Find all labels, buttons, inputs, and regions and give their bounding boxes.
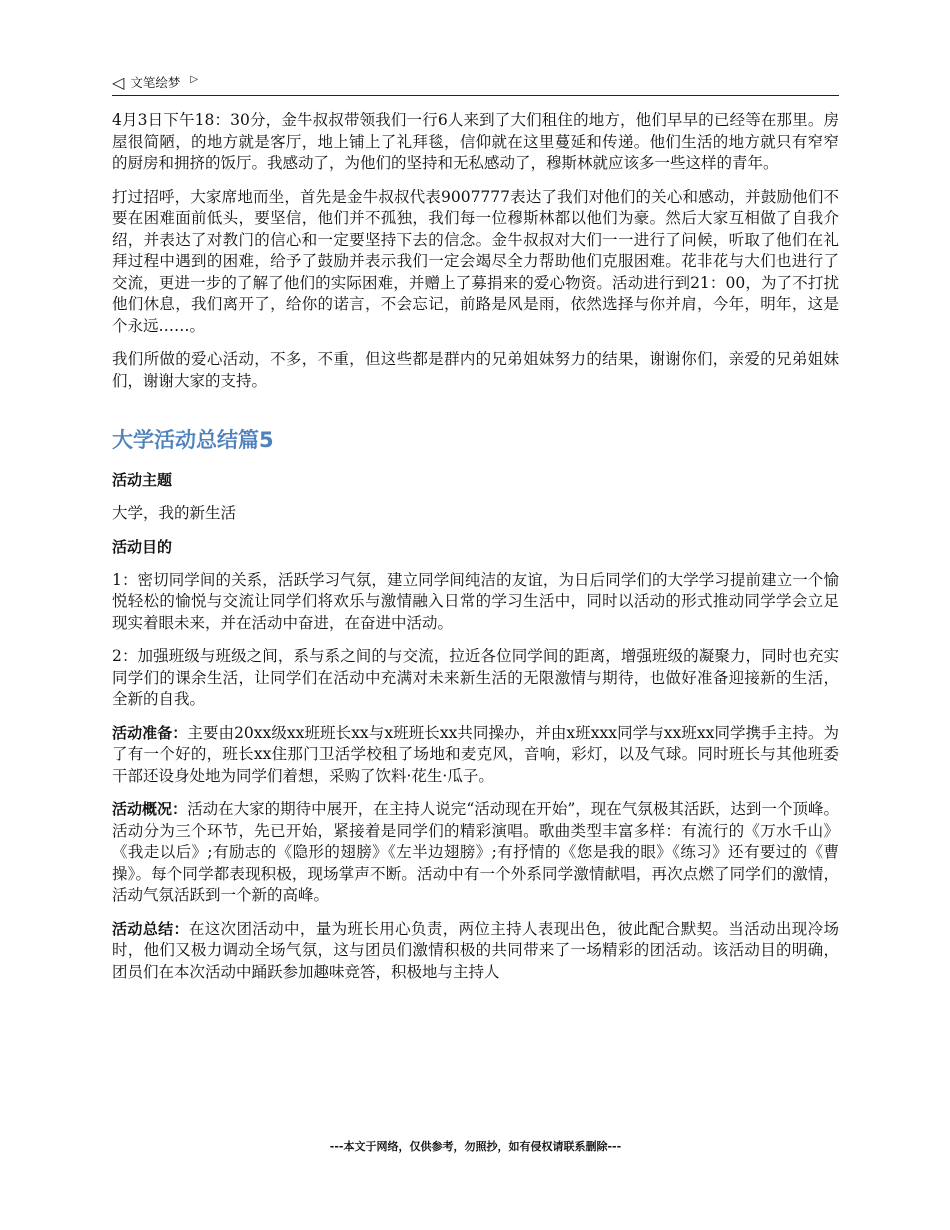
- document-page: [112, 0, 839, 1230]
- triangle-left-icon: ◁: [112, 72, 125, 92]
- summary-label: 活动总结：: [112, 919, 189, 938]
- preparation-paragraph: [112, 723, 839, 788]
- page-footer: ---本文于网络，仅供参考，勿照抄，如有侵权请联系删除---: [329, 1140, 622, 1153]
- document-body: [112, 110, 839, 995]
- paragraph-greeting: 打过招呼，大家席地而坐，首先是金牛叔叔代表9007777表达了我们对他们的关心和感动，并鼓励他们不要在困难面前低头，要坚信，他们并不孤独，我们每一位穆斯林都以他们为豪。然后大家互相做了自我介绍，并表达了对教门的信心和一定要坚持下去的信念。金牛叔叔对大们一一进行了问候，听取了他们在礼拜过程中遇到的困难，给予了鼓励并表示我们一定会竭尽全力帮助他们克服困难。花非花与大们也进行了交流，更进一步的了解了他们的实际困难，并赠上了募捐来的爱心物资。活动进行到21：00，为了不打扰他们休息，我们离开了，给你的诺言，不会忘记，前路是风是雨，依然选择与你并肩，今年，明年，这是个永远……。: [112, 187, 839, 335]
- purpose-item-2: 2：加强班级与班级之间，系与系之间的与交流，拉近各位同学间的距离，增强班级的凝聚力，同时也充实同学们的课余生活，让同学们在活动中充满对未来新生活的无限激情与期待，也做好准备迎接新的生活，全新的自我。: [112, 647, 839, 708]
- page-header: [112, 72, 839, 96]
- paragraph-visit: 4月3日下午18：30分，金牛叔叔带领我们一行6人来到了大们租住的地方，他们早早的已经等在那里。房屋很简陋，的地方就是客厅，地上铺上了礼拜毯，信仰就在这里蔓延和传递。他们生活的地方就只有窄窄的厨房和拥挤的饭厅。我感动了，为他们的坚持和无私感动了，穆斯林就应该多一些这样的青年。: [112, 111, 839, 172]
- preparation-text: 主要由20xx级xx班班长xx与x班班长xx共同操办，并由x班xxx同学与xx班xx同学携手主持。为了有一个好的，班长xx住那门卫活学校租了场地和麦克风，音响，彩灯，以及气球。同时班长与其他班委干部还设身处地为同学们着想，采购了饮料·花生·瓜子。: [112, 723, 839, 785]
- summary-text: 在这次团活动中，量为班长用心负责，两位主持人表现出色，彼此配合默契。当活动出现冷场时，他们又极力调动全场气氛，这与团员们激情积极的共同带来了一场精彩的团活动。该活动目的明确，团员们在本次活动中踊跃参加趣味竞答，积极地与主持人: [112, 919, 839, 981]
- overview-text: 活动在大家的期待中展开，在主持人说完“活动现在开始”，现在气氛极其活跃，达到一个顶峰。活动分为三个环节，先已开始，紧接着是同学们的精彩演唱。歌曲类型丰富多样：有流行的《万水千山》《我走以后》;有励志的《隐形的翅膀》《左半边翅膀》;有抒情的《您是我的眼》《练习》还有要过的《曹操》。每个同学都表现积极，现场掌声不断。活动中有一个外系同学激情献唱，再次点燃了同学们的激情，活动气氛活跃到一个新的高峰。: [112, 800, 839, 904]
- theme-heading: 活动主题: [112, 471, 173, 489]
- header-title: 文笔绘梦: [130, 75, 181, 90]
- summary-paragraph: [112, 919, 839, 984]
- preparation-label: 活动准备：: [112, 723, 188, 742]
- section-title: 大学活动总结篇5: [112, 428, 274, 452]
- overview-paragraph: [112, 799, 839, 907]
- overview-label: 活动概况：: [112, 800, 188, 818]
- triangle-right-icon: ▷: [190, 74, 199, 85]
- purpose-item-1: 1：密切同学间的关系，活跃学习气氛，建立同学间纯洁的友谊，为日后同学们的大学学习提前建立一个愉悦轻松的愉悦与交流让同学们将欢乐与激情融入日常的学习生活中，同时以活动的形式推动同学学会立足现实着眼未来，并在活动中奋进，在奋进中活动。: [112, 570, 839, 632]
- theme-text: 大学，我的新生活: [112, 504, 237, 522]
- paragraph-thanks: 我们所做的爱心活动，不多，不重，但这些都是群内的兄弟姐妹努力的结果，谢谢你们，亲爱的兄弟姐妹们，谢谢大家的支持。: [112, 350, 839, 390]
- purpose-heading: 活动目的: [112, 537, 173, 556]
